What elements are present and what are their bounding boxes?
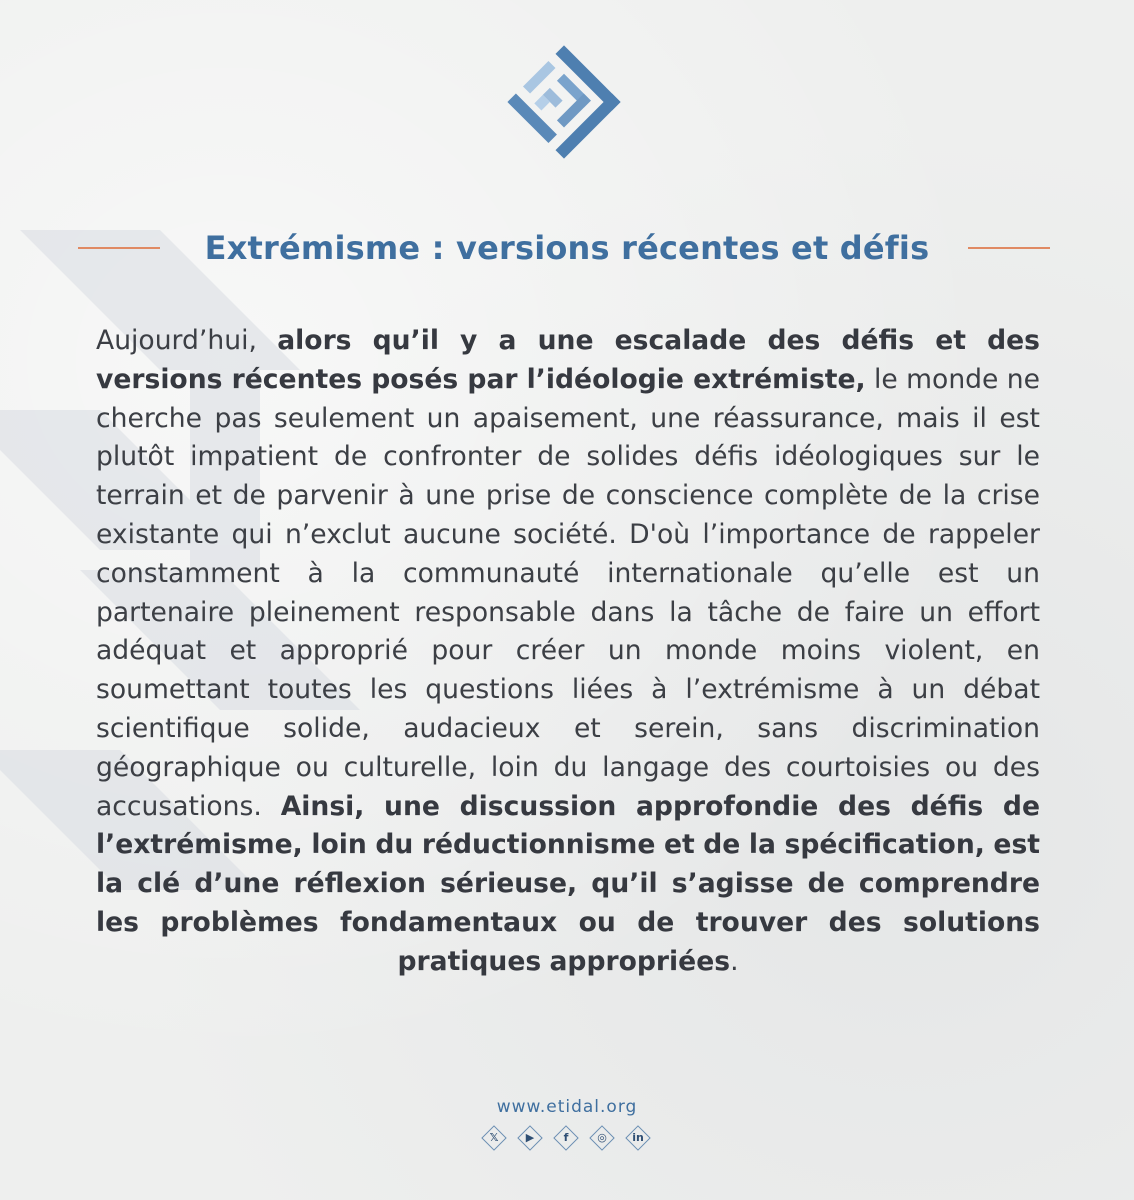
paragraph-segment: Aujourd’hui, (96, 325, 278, 356)
x-link[interactable] (479, 1123, 509, 1153)
facebook-link[interactable] (551, 1123, 581, 1153)
linkedin-icon: in (632, 1131, 644, 1144)
youtube-link[interactable] (515, 1123, 545, 1153)
page-title: Extrémisme : versions récentes et défis (204, 229, 930, 267)
instagram-link[interactable] (587, 1123, 617, 1153)
logo-icon (506, 44, 622, 160)
paragraph-bold-segment: alors qu’il y a une escalade des défis et des versions récentes posés par l’idéologie extrémiste, (96, 325, 1040, 395)
website-url[interactable]: www.etidal.org (496, 1097, 638, 1117)
instagram-icon: ◎ (597, 1131, 607, 1144)
linkedin-link[interactable] (623, 1123, 653, 1153)
youtube-icon: ▶ (525, 1131, 535, 1144)
facebook-icon: f (563, 1131, 569, 1144)
body-paragraph (96, 322, 1040, 982)
social-links (479, 1123, 655, 1153)
paragraph-segment: . (730, 945, 739, 977)
paragraph-bold-segment: Ainsi, une discussion approfondie des défis de l’extrémisme, loin du réductionnisme et de la spécification, est la clé d’une réflexion sérieuse, qu’il s’agisse de comprendre les problèmes fondamentaux ou de trouver des solutions pratiques appropriées (96, 790, 1040, 977)
x-icon: 𝕏 (489, 1131, 499, 1144)
title-row (0, 222, 1134, 274)
paragraph-segment: le monde ne cherche pas seulement un apaisement, une réassurance, mais il est plutôt impatient de confronter de solides défis idéologiques sur le terrain et de parvenir à une prise de conscience complète de la crise existante qui n’exclut aucune société. D'où l’importance de rappeler constamment à la communauté internationale qu’elle est un partenaire pleinement responsable dans la tâche de faire un effort adéquat et approprié pour créer un monde moins violent, en soumettant toutes les questions liées à l’extrémisme à un débat scientifique solide, audacieux et serein, sans discrimination géographique ou culturelle, loin du langage des courtoisies ou des accusations. (96, 363, 1040, 822)
title-divider-left (78, 247, 160, 249)
title-divider-right (968, 247, 1050, 249)
